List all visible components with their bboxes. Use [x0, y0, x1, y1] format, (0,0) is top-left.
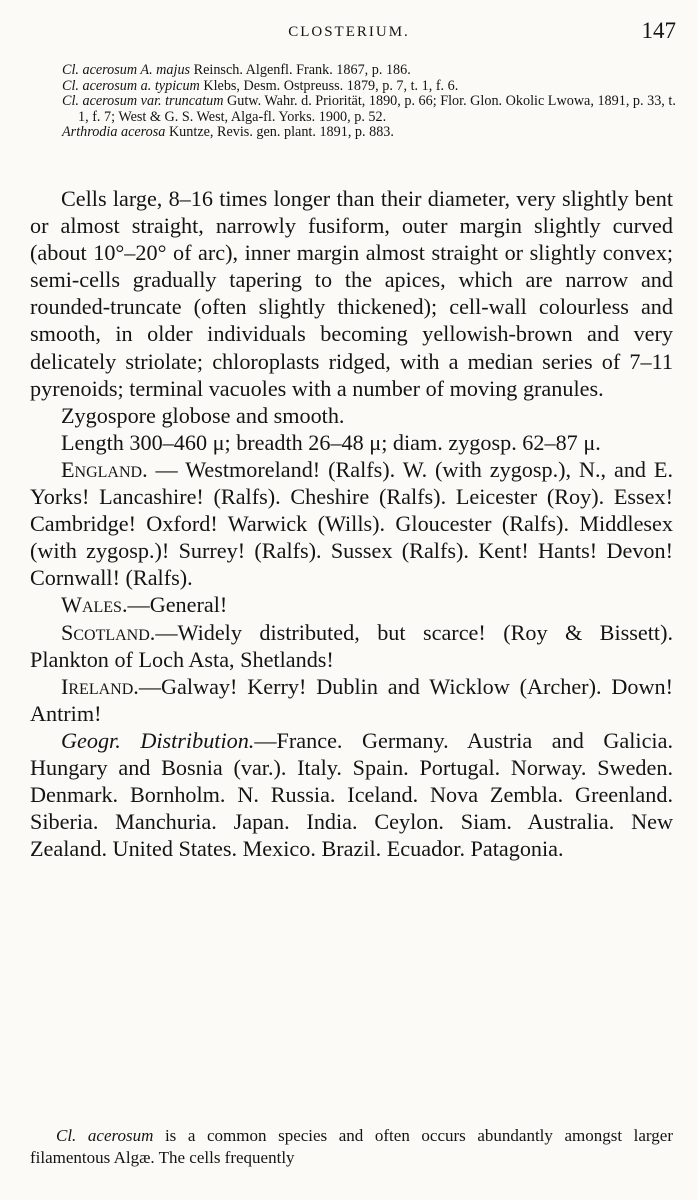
region-text: —Galway! Kerry! Dublin and Wicklow (Archer). Down! Antrim! — [30, 673, 673, 726]
taxon-name: Cl. acerosum A. majus — [62, 62, 191, 78]
reference-entry — [62, 63, 678, 79]
taxon-name: Arthrodia acerosa — [62, 124, 166, 140]
measurements-paragraph: Length 300–460 μ; breadth 26–48 μ; diam. zygosp. 62–87 μ. — [61, 429, 601, 455]
citation: Klebs, Desm. Ostpreuss. 1879, p. 7, t. 1, f. 6. — [199, 77, 459, 94]
reference-entry — [62, 79, 678, 95]
page-number: 147 — [641, 18, 676, 43]
region-label: Geogr. Distribution. — [61, 727, 255, 753]
region-text: —Widely distributed, but scarce! (Roy & Bissett). Plankton of Loch Asta, Shetlands! — [30, 619, 673, 672]
zygospore-paragraph: Zygospore globose and smooth. — [61, 402, 345, 428]
reference-entry — [62, 94, 678, 125]
taxon-name: Cl. acerosum a. typicum — [62, 77, 200, 94]
region-text: — Westmoreland! (Ralfs). W. (with zygosp.), N., and E. Yorks! Lancashire! (Ralfs). Cheshire (Ralfs). Leicester (Roy). Essex! Cambridge! Oxford! Warwick (Wills). Gloucester (Ralfs). Middlesex (with zygosp.)! Surrey! (Ralfs). Sussex (Ralfs). Kent! Hants! Devon! Cornwall! (Ralfs). — [30, 456, 673, 591]
region-label: England. — [61, 456, 148, 482]
distribution-england — [30, 456, 673, 591]
distribution-wales — [30, 591, 673, 618]
reference-entry — [62, 125, 678, 141]
page-header — [0, 18, 698, 48]
synonymy-references — [62, 63, 678, 141]
species-description — [30, 185, 673, 862]
commentary-text: is a common species and often occurs abundantly amongst larger filamentous Algæ. The cells frequently — [30, 1126, 673, 1167]
region-label: Wales. — [61, 592, 128, 618]
distribution-ireland — [30, 673, 673, 727]
commentary-paragraph — [30, 1125, 673, 1169]
distribution-scotland — [30, 619, 673, 673]
region-text: —General! — [127, 592, 228, 618]
running-title: CLOSTERIUM. — [288, 24, 410, 40]
citation: Kuntze, Revis. gen. plant. 1891, p. 883. — [165, 124, 394, 140]
region-label: Ireland. — [61, 673, 139, 699]
region-text: —France. Germany. Austria and Galicia. Hungary and Bosnia (var.). Italy. Spain. Portugal. Norway. Sweden. Denmark. Bornholm. N. Russia. Iceland. Nova Zembla. Greenland. Siberia. Manchuria. Japan. India. Ceylon. Siam. Australia. New Zealand. United States. Mexico. Brazil. Ecuador. Patagonia. — [30, 727, 673, 862]
citation: Gutw. Wahr. d. Priorität, 1890, p. 66; Flor. Glon. Okolic Lwowa, 1891, p. 33, t. 1, f. 7; West & G. S. West, Alga-fl. Yorks. 1900, p. 52. — [78, 93, 676, 125]
region-label: Scotland. — [61, 619, 156, 645]
taxon-name: Cl. acerosum var. truncatum — [62, 93, 224, 109]
description-paragraph: Cells large, 8–16 times longer than their diameter, very slightly bent or almost straight, narrowly fusiform, outer margin slightly curved (about 10°–20° of arc), inner margin almost straight or slightly convex; semi-cells gradually tapering to the apices, which are narrow and rounded-truncate (often slightly thickened); cell-wall colourless and smooth, in older individuals becoming yellowish-brown and very delicately striolate; chloroplasts ridged, with a median series of 7–11 pyrenoids; terminal vacuoles with a number of moving granules. — [30, 186, 673, 401]
citation: Reinsch. Algenfl. Frank. 1867, p. 186. — [190, 62, 411, 78]
taxon-name: Cl. acerosum — [56, 1126, 154, 1145]
distribution-geographical — [30, 727, 673, 862]
